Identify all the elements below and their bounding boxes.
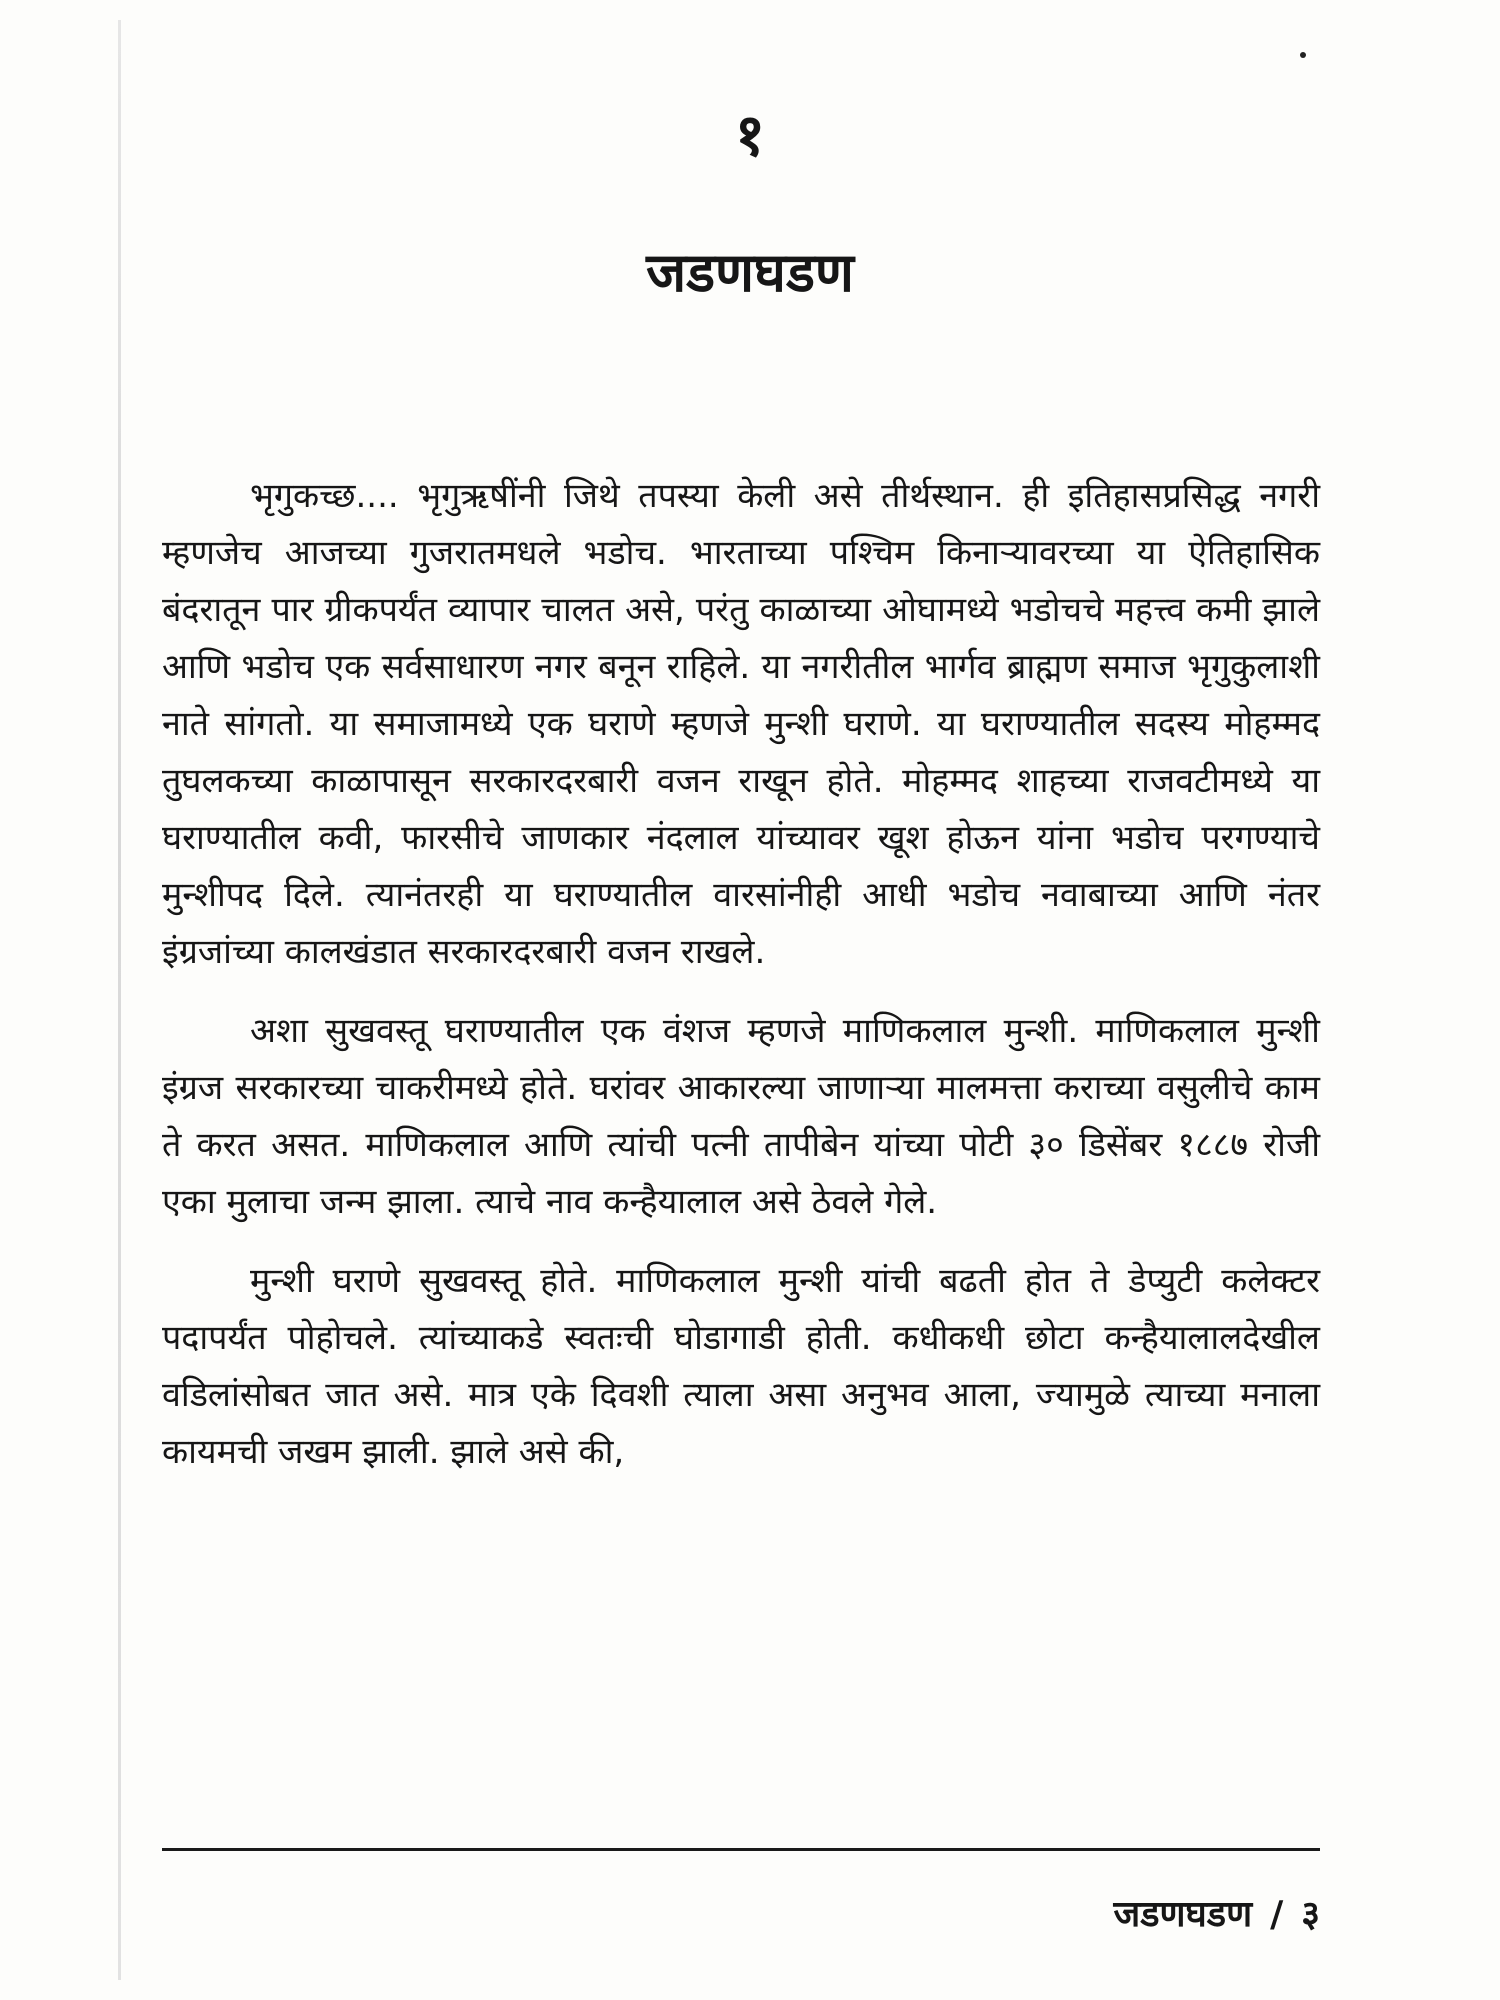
chapter-number: १ bbox=[734, 101, 766, 169]
chapter-body bbox=[162, 468, 1320, 1503]
paragraph-2: अशा सुखवस्तू घराण्यातील एक वंशज म्हणजे माणिकलाल मुन्शी. माणिकलाल मुन्शी इंग्रज सरकारच्या चाकरीमध्ये होते. घरांवर आकारल्या जाणाऱ्या मालमत्ता कराच्या वसुलीचे काम ते करत असत. माणिकलाल आणि त्यांची पत्नी तापीबेन यांच्या पोटी ३० डिसेंबर १८८७ रोजी एका मुलाचा जन्म झाला. त्याचे नाव कन्हैयालाल असे ठेवले गेले. bbox=[162, 1011, 1320, 1222]
print-speck bbox=[1300, 52, 1306, 58]
page-gutter-edge bbox=[118, 20, 121, 1980]
footer-rule bbox=[162, 1848, 1320, 1851]
page-footer bbox=[1114, 1890, 1320, 1940]
chapter-title: जडणघडण bbox=[646, 241, 854, 304]
running-title: जडणघडण bbox=[1113, 1894, 1253, 1935]
paragraph-3: मुन्शी घराणे सुखवस्तू होते. माणिकलाल मुन्शी यांची बढती होत ते डेप्युटी कलेक्टर पदापर्यंत पोहोचले. त्यांच्याकडे स्वतःची घोडागाडी होती. कधीकधी छोटा कन्हैयालालदेखील वडिलांसोबत जात असे. मात्र एके दिवशी त्याला असा अनुभव आला, ज्यामुळे त्याच्या मनाला कायमची जखम झाली. झाले असे की, bbox=[162, 1261, 1320, 1472]
page-number: ३ bbox=[1301, 1894, 1320, 1935]
paragraph-1: भृगुकच्छ.... भृगुऋषींनी जिथे तपस्या केली असे तीर्थस्थान. ही इतिहासप्रसिद्ध नगरी म्हणजेच आजच्या गुजरातमधले भडोच. भारताच्या पश्चिम किनाऱ्यावरच्या या ऐतिहासिक बंदरातून पार ग्रीकपर्यंत व्यापार चालत असे, परंतु काळाच्या ओघामध्ये भडोचचे महत्त्व कमी झाले आणि भडोच एक सर्वसाधारण नगर बनून राहिले. या नगरीतील भार्गव ब्राह्मण समाज भृगुकुलाशी नाते सांगतो. या समाजामध्ये एक घराणे म्हणजे मुन्शी घराणे. या घराण्यातील सदस्य मोहम्मद तुघलकच्या काळापासून सरकारदरबारी वजन राखून होते. मोहम्मद शाहच्या राजवटीमध्ये या घराण्यातील कवी, फारसीचे जाणकार नंदलाल यांच्यावर खूश होऊन यांना भडोच परगण्याचे मुन्शीपद दिले. त्यानंतरही या घराण्यातील वारसांनीही आधी भडोच नवाबाच्या आणि नंतर इंग्रजांच्या कालखंडात सरकारदरबारी वजन राखले. bbox=[162, 476, 1320, 972]
footer-separator: / bbox=[1270, 1894, 1284, 1935]
